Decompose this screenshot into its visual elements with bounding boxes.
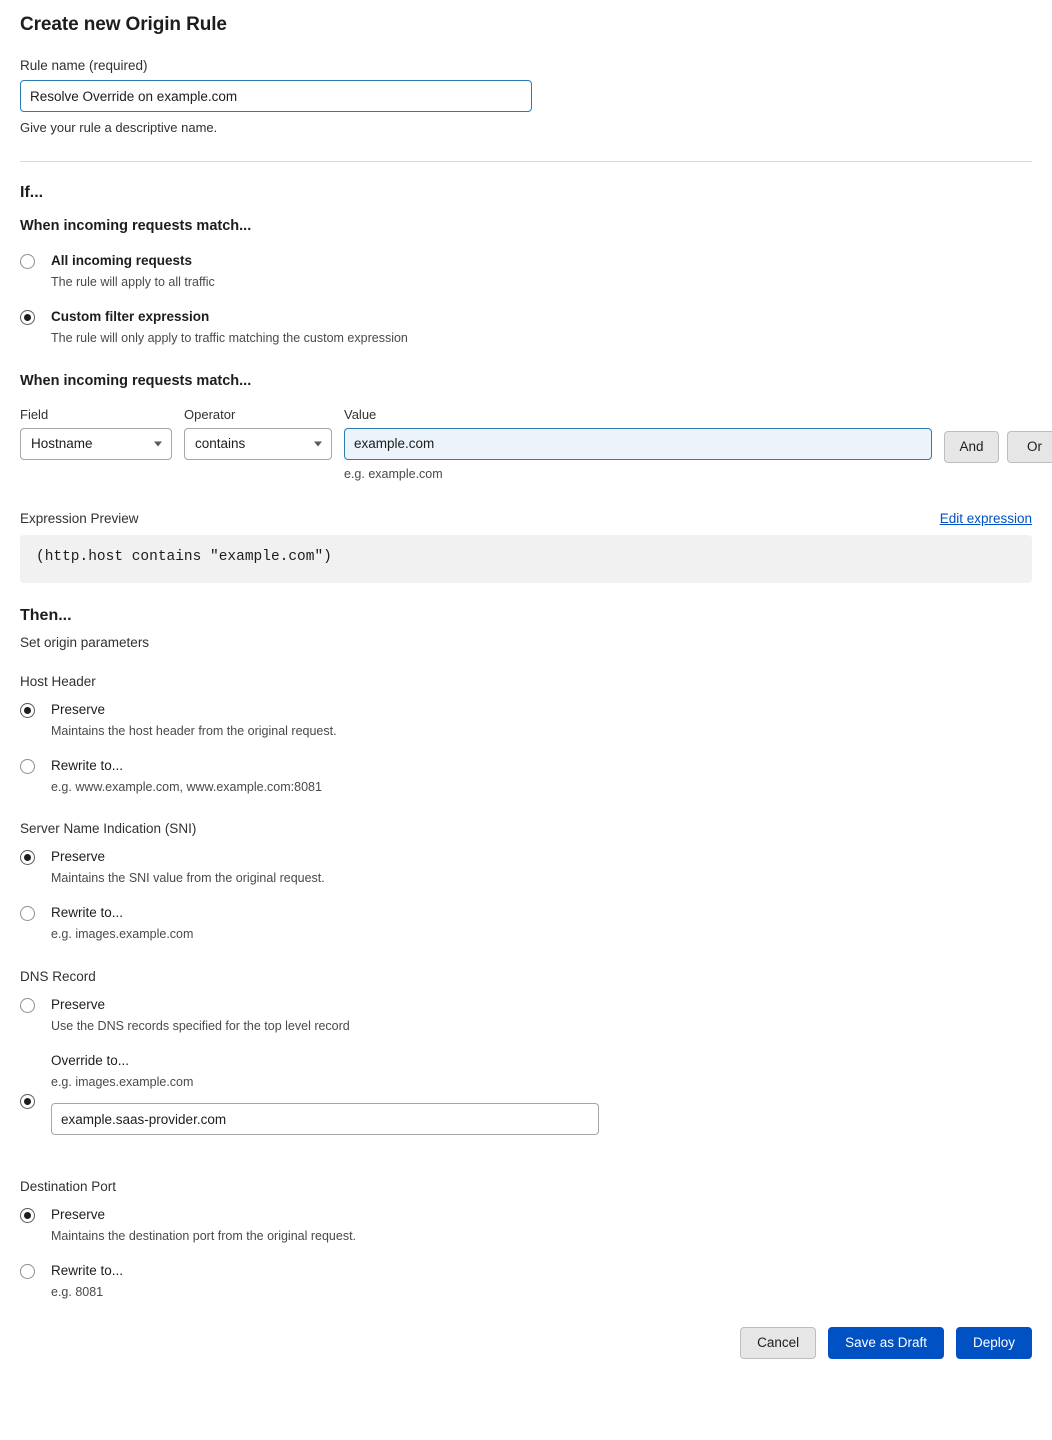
or-column [1007,431,1052,463]
operator-select[interactable] [184,428,332,460]
value-input[interactable] [344,428,932,460]
operator-select-value: contains [195,436,246,451]
rule-name-group [20,58,1032,135]
operator-label: Operator [184,406,236,422]
host-header-label: Host Header [20,673,96,689]
or-button[interactable]: Or [1007,431,1052,463]
radio-label: Preserve [51,701,106,717]
radio-description: e.g. images.example.com [51,1074,194,1089]
save-as-draft-button[interactable]: Save as Draft [828,1327,944,1359]
field-label: Field [20,406,49,422]
and-button[interactable]: And [944,431,999,463]
chevron-down-icon [154,441,162,446]
dns-record-group [20,969,1032,1136]
radio-dns-override[interactable] [20,1052,1032,1135]
radio-dns-preserve[interactable] [20,996,1032,1034]
deploy-button[interactable]: Deploy [956,1327,1032,1359]
radio-icon[interactable] [20,906,35,921]
sni-label: Server Name Indication (SNI) [20,821,197,836]
rule-name-input[interactable] [20,80,532,112]
expression-preview-header [20,511,1032,526]
radio-port-rewrite[interactable] [20,1262,1032,1300]
destination-port-label: Destination Port [20,1179,117,1194]
radio-icon[interactable] [20,998,35,1013]
radio-sni-preserve[interactable] [20,848,1032,886]
radio-icon[interactable] [20,850,35,865]
radio-label: Preserve [51,996,106,1012]
expression-builder-row [20,406,1042,481]
edit-expression-link[interactable]: Edit expression [939,510,1032,526]
radio-description: Maintains the SNI value from the original request. [51,871,325,885]
value-column [344,407,932,481]
sni-group [20,821,1032,943]
and-column [944,431,999,463]
radio-description: e.g. images.example.com [51,927,194,942]
radio-icon[interactable] [20,1094,35,1109]
field-column [20,407,172,460]
destination-port-group [20,1179,1032,1301]
radio-sni-rewrite[interactable] [20,904,1032,942]
form-footer [20,1327,1032,1359]
radio-host-header-preserve[interactable] [20,701,1032,739]
field-select-value: Hostname [31,436,93,451]
radio-description: e.g. 8081 [51,1285,104,1300]
host-header-group [20,674,1032,796]
radio-icon[interactable] [20,703,35,718]
radio-all-incoming-requests[interactable] [20,252,1032,290]
radio-icon[interactable] [20,1264,35,1279]
set-origin-parameters-label: Set origin parameters [20,634,150,650]
radio-icon[interactable] [20,1208,35,1223]
radio-description: The rule will only apply to traffic matching the custom expression [51,331,408,346]
radio-description: The rule will apply to all traffic [51,275,215,289]
dns-record-label: DNS Record [20,968,96,984]
field-select[interactable] [20,428,172,460]
radio-description: Use the DNS records specified for the top level record [51,1018,350,1033]
radio-label: Custom filter expression [51,309,210,325]
radio-label: Override to... [51,1052,130,1068]
chevron-down-icon [314,441,322,446]
radio-label: Preserve [51,1207,106,1222]
expression-preview-label: Expression Preview [20,510,139,526]
radio-custom-filter-expression[interactable] [20,308,1032,346]
match-heading: When incoming requests match... [20,218,252,234]
cancel-button[interactable]: Cancel [740,1327,816,1359]
radio-description: Maintains the host header from the original request. [51,723,337,738]
dns-override-input[interactable] [51,1103,599,1135]
radio-label: Rewrite to... [51,757,124,773]
if-section-heading: If... [20,184,44,201]
radio-label: Rewrite to... [51,1263,124,1279]
then-section-heading: Then... [20,606,72,624]
radio-label: All incoming requests [51,253,193,268]
value-help: e.g. example.com [344,466,443,481]
radio-icon[interactable] [20,254,35,269]
radio-icon[interactable] [20,310,35,325]
page-title: Create new Origin Rule [20,14,227,35]
rule-name-help: Give your rule a descriptive name. [20,120,218,135]
value-label: Value [344,406,377,422]
radio-description: Maintains the destination port from the original request. [51,1229,357,1243]
radio-port-preserve[interactable] [20,1206,1032,1244]
builder-heading: When incoming requests match... [20,372,252,389]
radio-label: Rewrite to... [51,905,124,921]
radio-host-header-rewrite[interactable] [20,757,1032,795]
expression-preview-box: (http.host contains "example.com") [20,535,1032,583]
radio-label: Preserve [51,849,106,864]
radio-description: e.g. www.example.com, www.example.com:8081 [51,779,322,794]
section-divider [20,161,1032,162]
operator-column [184,407,332,460]
radio-icon[interactable] [20,759,35,774]
rule-name-label: Rule name (required) [20,58,148,73]
